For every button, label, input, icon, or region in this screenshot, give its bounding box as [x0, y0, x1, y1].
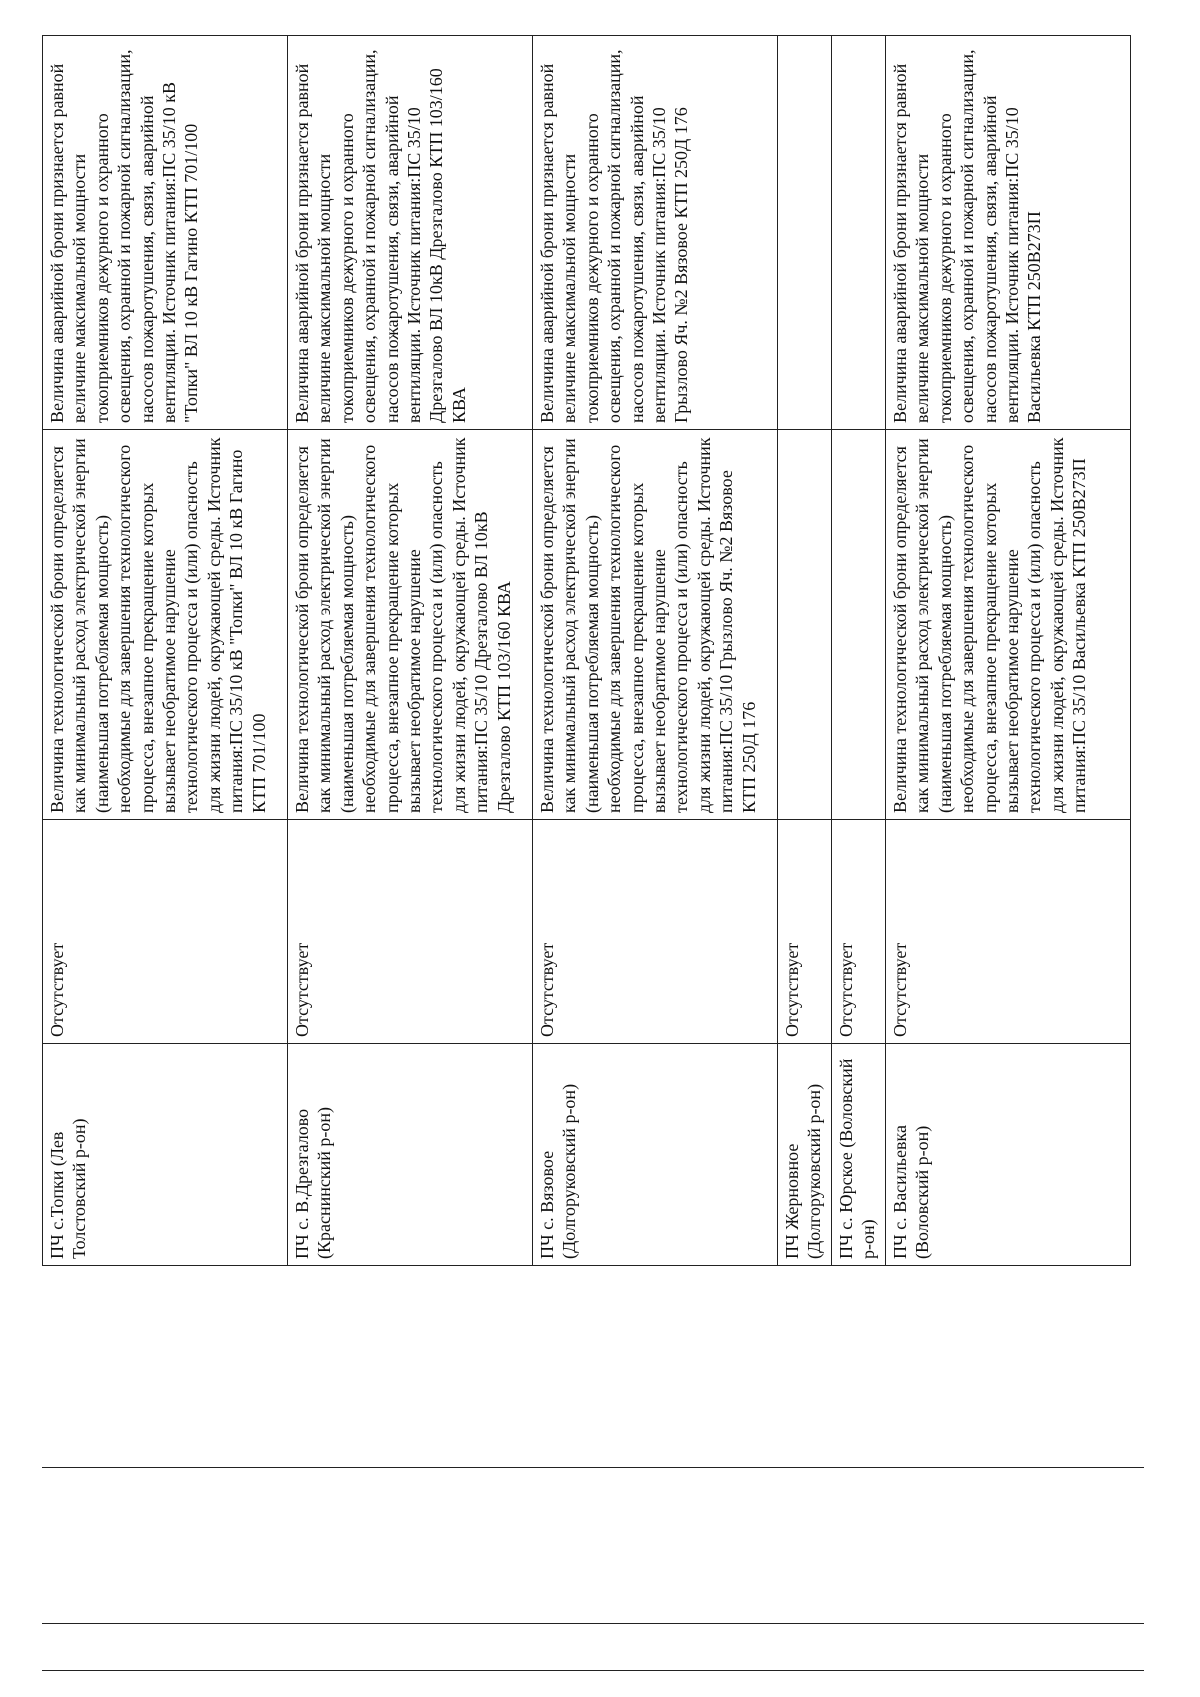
- status-cell: Отсутствует: [288, 820, 533, 1044]
- station-cell: ПЧ с. Вязовое (Долгоруковский р-он): [533, 1044, 778, 1266]
- table-row: [43, 36, 288, 1266]
- tech-reserve-cell: [832, 430, 886, 820]
- table-row: [288, 36, 533, 1266]
- station-cell: ПЧ с. Васильевка (Воловский р-он): [886, 1044, 1131, 1266]
- horizontal-rule: [42, 1670, 1144, 1671]
- tech-reserve-cell: Величина технологической брони определяется как минимальный расход электрической энергии (наименьшая потребляемая мощность) необходимые для завершения технологического процесса, внезапное прекращение которых вызывает необратимое нарушение технологического процесса и (или) опасность для жизни людей, окружающей среды. Источник питания:ПС 35/10 кВ "Топки" ВЛ 10 кВ Гагино КТП 701/100: [43, 430, 288, 820]
- station-cell: ПЧ с.Топки (Лев Толстовский р-он): [43, 1044, 288, 1266]
- tech-reserve-cell: Величина технологической брони определяется как минимальный расход электрической энергии (наименьшая потребляемая мощность) необходимые для завершения технологического процесса, внезапное прекращение которых вызывает необратимое нарушение технологического процесса и (или) опасность для жизни людей, окружающей среды. Источник питания:ПС 35/10 Грызлово Яч. №2 Вязовое КТП 250Д 176: [533, 430, 778, 820]
- horizontal-rule: [42, 1623, 1144, 1624]
- station-cell: ПЧ с. В.Дрезгалово (Краснинский р-он): [288, 1044, 533, 1266]
- status-cell: Отсутствует: [533, 820, 778, 1044]
- power-reserve-table: [42, 35, 1131, 1266]
- station-cell: ПЧ Жерновное (Долгоруковский р-он): [778, 1044, 832, 1266]
- table-row: [778, 36, 832, 1266]
- table-wrapper: [42, 36, 1137, 1266]
- station-cell: ПЧ с. Юрское (Воловский р-он): [832, 1044, 886, 1266]
- emergency-reserve-cell: Величина аварийной брони признается равной величине максимальной мощности токоприемников дежурного и охранного освещения, охранной и пожарной сигнализации, насосов пожаротушения, связи, аварийной вентиляции. Источник питания:ПС 35/10 Васильевка КТП 250В273П: [886, 36, 1131, 430]
- rotated-table-area: [42, 36, 1200, 1259]
- status-cell: Отсутствует: [832, 820, 886, 1044]
- table-row: [533, 36, 778, 1266]
- status-cell: Отсутствует: [778, 820, 832, 1044]
- table-row: [832, 36, 886, 1266]
- emergency-reserve-cell: Величина аварийной брони признается равной величине максимальной мощности токоприемников дежурного и охранного освещения, охранной и пожарной сигнализации, насосов пожаротушения, связи, аварийной вентиляции. Источник питания:ПС 35/10 Дрезгалово ВЛ 10кВ Дрезгалово КТП 103/160 КВА: [288, 36, 533, 430]
- emergency-reserve-cell: [832, 36, 886, 430]
- status-cell: Отсутствует: [886, 820, 1131, 1044]
- table-row: [886, 36, 1131, 1266]
- emergency-reserve-cell: Величина аварийной брони признается равной величине максимальной мощности токоприемников дежурного и охранного освещения, охранной и пожарной сигнализации, насосов пожаротушения, связи, аварийной вентиляции. Источник питания:ПС 35/10 Грызлово Яч. №2 Вязовое КТП 250Д 176: [533, 36, 778, 430]
- tech-reserve-cell: Величина технологической брони определяется как минимальный расход электрической энергии (наименьшая потребляемая мощность) необходимые для завершения технологического процесса, внезапное прекращение которых вызывает необратимое нарушение технологического процесса и (или) опасность для жизни людей, окружающей среды. Источник питания:ПС 35/10 Васильевка КТП 250В273П: [886, 430, 1131, 820]
- horizontal-rule: [42, 1467, 1144, 1468]
- emergency-reserve-cell: [778, 36, 832, 430]
- tech-reserve-cell: Величина технологической брони определяется как минимальный расход электрической энергии (наименьшая потребляемая мощность) необходимые для завершения технологического процесса, внезапное прекращение которых вызывает необратимое нарушение технологического процесса и (или) опасность для жизни людей, окружающей среды. Источник питания:ПС 35/10 Дрезгалово ВЛ 10кВ Дрезгалово КТП 103/160 КВА: [288, 430, 533, 820]
- status-cell: Отсутствует: [43, 820, 288, 1044]
- tech-reserve-cell: [778, 430, 832, 820]
- emergency-reserve-cell: Величина аварийной брони признается равной величине максимальной мощности токоприемников дежурного и охранного освещения, охранной и пожарной сигнализации, насосов пожаротушения, связи, аварийной вентиляции. Источник питания:ПС 35/10 кВ "Топки" ВЛ 10 кВ Гагино КТП 701/100: [43, 36, 288, 430]
